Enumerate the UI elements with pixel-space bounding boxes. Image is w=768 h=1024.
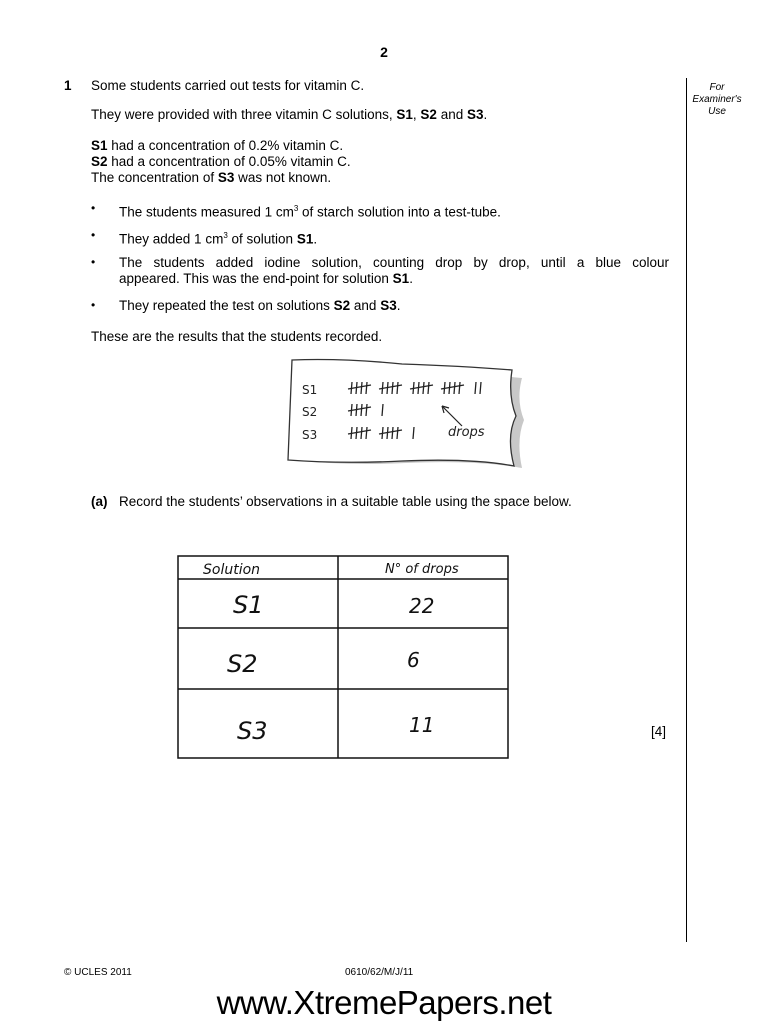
bullet-icon: •: [91, 228, 96, 242]
table-cell-drops: 6: [407, 648, 420, 672]
bullet-icon: •: [91, 255, 96, 269]
bullet-step-4: They repeated the test on solutions S2 and S3.: [119, 298, 401, 313]
provided-solutions-text: They were provided with three vitamin C solutions, S1, S2 and S3.: [91, 107, 488, 122]
footer-copyright: © UCLES 2011: [64, 967, 132, 978]
s3-concentration: The concentration of S3 was not known.: [91, 170, 332, 185]
watermark: www.XtremePapers.net: [216, 984, 552, 1021]
results-intro: These are the results that the students recorded.: [91, 329, 383, 344]
tally-label-s2: S2: [302, 405, 318, 419]
table-cell-solution: S3: [237, 717, 268, 745]
examiner-use-note: [686, 82, 748, 118]
footer-paper-code: 0610/62/M/J/11: [345, 967, 414, 978]
examiner-margin-line: [686, 78, 687, 942]
marks-allocation: [4]: [651, 724, 667, 739]
answer-table: [177, 555, 511, 764]
tally-note-card: [282, 356, 526, 475]
tally-annotation-drops: drops: [448, 425, 485, 440]
question-intro: Some students carried out tests for vitamin C.: [91, 78, 365, 93]
concentrations-text: [91, 138, 669, 186]
table-header-solution: Solution: [203, 562, 261, 578]
table-cell-drops: 11: [409, 713, 435, 737]
table-cell-solution: S2: [227, 650, 258, 678]
s1-concentration: S1 had a concentration of 0.2% vitamin C.: [91, 138, 344, 153]
bullet-step-3: The students added iodine solution, counting drop by drop, until a blue colour appeared. This was the end-point for solution S1.: [119, 255, 669, 286]
question-number: 1: [64, 78, 72, 93]
bullet-step-2: They added 1 $cm^3$ of solution S1.: [119, 231, 318, 247]
examiner-note-line: Use: [708, 106, 726, 117]
bullet-icon: •: [91, 201, 96, 215]
part-a-label: (a): [91, 494, 108, 509]
tally-note-illustration: [282, 356, 526, 472]
examiner-note-line: For: [709, 82, 725, 93]
table-cell-drops: 22: [409, 594, 435, 618]
handwritten-table: [177, 555, 511, 761]
tally-label-s1: S1: [302, 383, 318, 397]
bullet-step-1: The students measured 1 $cm^3$ of starch solution into a test-tube.: [119, 204, 501, 220]
table-cell-solution: S1: [233, 591, 264, 619]
page-number: 2: [380, 44, 388, 60]
tally-label-s3: S3: [302, 428, 318, 442]
examiner-note-line: Examiner's: [692, 94, 742, 105]
bullet-icon: •: [91, 298, 96, 312]
table-header-drops: N° of drops: [385, 562, 459, 577]
s2-concentration: S2 had a concentration of 0.05% vitamin C.: [91, 154, 351, 169]
part-a-instruction: Record the students’ observations in a suitable table using the space below.: [119, 494, 572, 509]
